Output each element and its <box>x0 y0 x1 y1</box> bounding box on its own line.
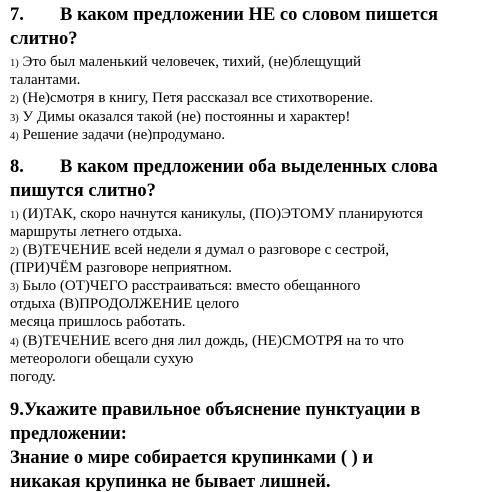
q9-title-line1: 9.Укажите правильное объяснение пунктуации в <box>10 400 421 420</box>
q8-option-1 <box>10 207 423 222</box>
q7-title-line1 <box>10 6 438 25</box>
q9-sentence-line2: никакая крупинка не бывает лишней. <box>10 472 331 492</box>
q8-option-1-text: (И)ТАК, скоро начнутся каникулы, (ПО)ЭТОМУ планируются <box>22 206 423 222</box>
q7-option-4-number: 4) <box>10 131 19 142</box>
q8-number: 8. <box>10 157 24 177</box>
q8-option-3-number: 3) <box>10 282 19 293</box>
q8-option-2-cont: (ПРИ)ЧЁМ разговоре неприятном. <box>10 260 232 276</box>
q8-option-4-text: (В)ТЕЧЕНИЕ всего дня лил дождь, (НЕ)СМОТРЯ на то что <box>22 333 404 349</box>
q7-title-text: В каком предложении НЕ со словом пишется <box>60 5 439 25</box>
q8-option-1-cont: маршруты летнего отдыха. <box>10 224 182 240</box>
q8-title-text: В каком предложении оба выделенных слова <box>60 157 438 177</box>
q8-option-4-cont2: погоду. <box>10 369 56 385</box>
q7-option-2-text: (Не)смотря в книгу, Петя рассказал все стихотворение. <box>22 90 374 106</box>
q8-option-2-text: (В)ТЕЧЕНИЕ всей недели я думал о разговоре с сестрой, <box>22 242 390 258</box>
q8-title-line1 <box>10 158 438 177</box>
q9-title-line2: предложении: <box>10 424 127 444</box>
q8-option-3-text: Было (ОТ)ЧЕГО расстраиваться: вместо обещанного <box>22 278 361 294</box>
q7-option-4 <box>10 128 225 143</box>
q7-option-1 <box>10 55 361 70</box>
q7-option-2-number: 2) <box>10 94 19 105</box>
q8-option-3-cont: отдыха (В)ПРОДОЛЖЕНИЕ целого <box>10 296 240 312</box>
q8-option-4-number: 4) <box>10 337 19 348</box>
q7-option-3-number: 3) <box>10 113 19 124</box>
q7-option-4-text: Решение задачи (не)продумано. <box>22 127 226 143</box>
q8-title-line2: пишутся слитно? <box>10 181 156 201</box>
q7-option-1-text: Это был маленький человечек, тихий, (не)блещущий <box>22 54 362 70</box>
q8-option-3-cont2: месяца пришлось работать. <box>10 314 186 330</box>
q8-option-4-cont: метеорологи обещали сухую <box>10 351 194 367</box>
q8-option-1-number: 1) <box>10 210 19 221</box>
q7-option-1-cont: талантами. <box>10 72 81 88</box>
q7-option-1-number: 1) <box>10 58 19 69</box>
q7-option-3 <box>10 110 350 125</box>
q7-option-3-text: У Димы оказался такой (не) постоянны и характер! <box>22 109 351 125</box>
q7-option-2 <box>10 91 373 106</box>
q8-option-4 <box>10 334 404 349</box>
q8-option-3 <box>10 279 360 294</box>
q7-title-line2: слитно? <box>10 29 78 49</box>
q7-number: 7. <box>10 5 24 25</box>
q8-option-2-number: 2) <box>10 246 19 257</box>
q8-option-2 <box>10 243 389 258</box>
q9-sentence-line1: Знание о мире собирается крупинками ( ) и <box>10 448 374 468</box>
